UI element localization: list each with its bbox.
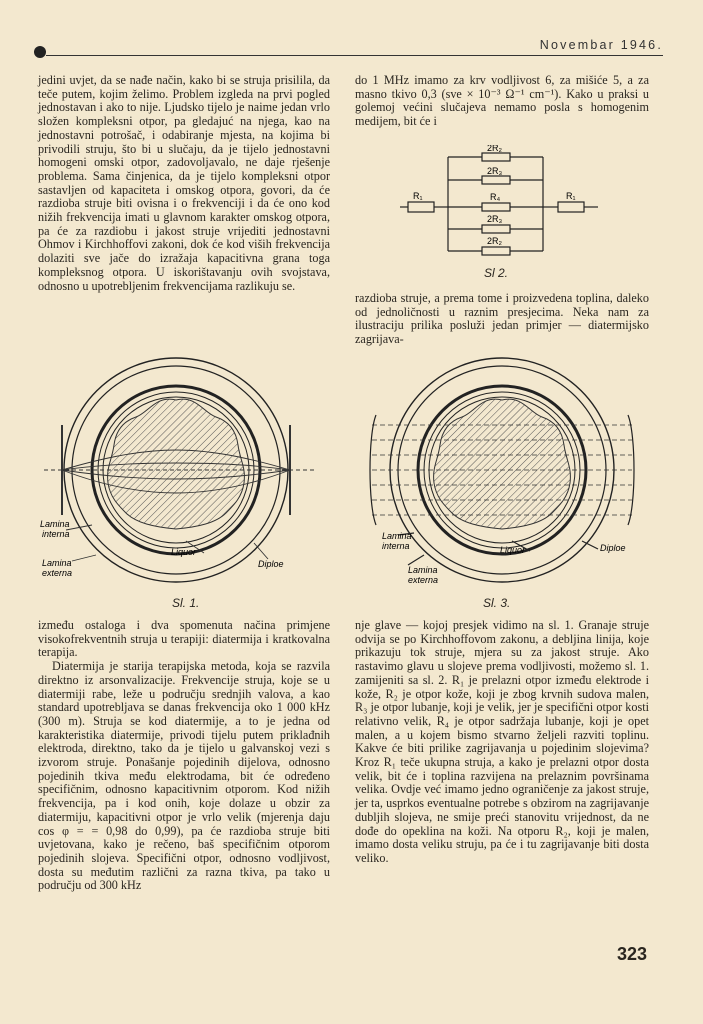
fig3-diploe-label: Diploe (600, 543, 626, 553)
branch-label-3: R₄ (490, 192, 501, 202)
figure-2-circuit (400, 145, 615, 257)
bullet-mark (34, 46, 46, 58)
fig1-diploe-label: Diploe (258, 559, 284, 569)
paragraph: do 1 MHz imamo za krv vodljivost 6, za mišiće 5, a za masno tkivo 0,3 (sve × 10⁻³ Ω⁻¹ cm⁻¹). Kako u praksi u golemoj većini slučajeva nemamo posla s homogenim medijem, bit će i (355, 73, 649, 129)
branch-label-2: 2R₃ (487, 166, 503, 176)
paragraph: jedini uvjet, da se nađe način, kako bi se struja prisilila, da teče putem, kojim želimo. Problem izgleda na prvi pogled jednostavan i ako to nije. Ljudsko tijelo je naime jedan vrlo složen kompleksni otpor, pa gledajuć na njega, kao na jednostavni potrošač, i odabiranje mjesta, na kojima bi privodili struju, što bi u slučaju, da je tijelo jednostavni homogeni omski otpor, zadovoljavalo, ne daje rješenje problema. Sama činjenica, da je tijelo kompleksni otpor sastavljen od kapaciteta i omskog otpora, govori, da će razdioba struje biti ovisna i o frekvenciji i da će ono kod nižih frekvencija imati u glavnom karakter omskog otpora, pa će za razdiobu i jakost struje vrijediti jednostavni Ohmov i Kirchhoffovi zakoni, dok će kod viših frekvencija dolaziti sve jače do izražaja kapacitivna grana toga kompleksnog otpora. U iskorištavanju ovih svojstava, odnosno u upotrebljenim frekvencijama razlikuju se. (38, 73, 330, 293)
figure-1-caption: Sl. 1. (172, 596, 200, 610)
r1-left-label: R₁ (413, 191, 423, 201)
fig3-lamina-externa-1: Lamina (408, 565, 438, 575)
paragraph: između ostaloga i dva spomenuta načina primjene visokofrekventnih struja u terapiji: diatermija i kratkovalna terapija. (38, 618, 330, 660)
text-left-top (38, 74, 330, 293)
figure-3-head-section (362, 355, 662, 595)
paragraph: nje glave — kojoj presjek vidimo na sl. 1. Granaje struje odvija se po Kirchhoffovom zakonu, a debljina linija, koje prikazuju tok struje, mjera su za jakost struje. Ako rastavimo glavu u slojeve prema vodljivosti, možemo sl. 1. zamijeniti sa sl. 2. R₁ je prelazni otpor između elektrode i kože, R₂ je otpor kože, koji je zbog krvnih sudova malen, R₃ je otpor lubanje, koji je velik, jer je specifični otpor kosti relativno velik, R₄ je otpor sadržaja lubanje, koji je opet malen, a u kojem bismo stvarno željeli razviti toplinu. Kakve će biti prilike zagrijavanja u pojedinim slojevima? Kroz R₁ teče ukupna struja, a kako je prelazni otpor dosta velik, bit će i toplina razvijena na prelaznim površinama velika. Ovdje već imamo jedno ograničenje za jakost struje, jer ta, usprkos eventualne potrebe s obzirom na zagrijavanje dubljih slojeva, ne smije preći stanovitu vrijednost, da ne dođe do opeklina na koži. Na otporu R₂, koji je malen, imamo dosta veliku struju, pa će i tu zagrijavanje biti dosta veliko. (355, 618, 649, 865)
header-rule (46, 55, 663, 56)
paragraph: razdioba struje, a prema tome i proizvedena toplina, daleko od jednoličnosti u raznim presjecima. Neka nam za ilustraciju prilika posluži jedan primjer — diatermijsko zagrijava- (355, 291, 649, 347)
text-right-bottom (355, 619, 649, 866)
page-number: 323 (617, 944, 648, 964)
text-right-top (355, 74, 649, 129)
fig3-lamina-externa-2: externa (408, 575, 439, 585)
fig3-liquor-label: Liquor (500, 545, 526, 555)
text-left-bottom (38, 619, 330, 893)
branch-label-1: 2R₂ (487, 145, 502, 153)
fig3-lamina-interna-1: Lamina (382, 531, 412, 541)
figure-3-caption: Sl. 3. (483, 596, 511, 610)
branch-label-4: 2R₃ (487, 214, 503, 224)
fig1-liquor-label: Liquor (171, 547, 197, 557)
fig1-lamina-interna-2: interna (42, 529, 70, 539)
figure-2-caption: Sl 2. (484, 266, 509, 280)
r1-right-label: R₁ (566, 191, 576, 201)
figure-1-head-section (36, 355, 336, 595)
fig1-lamina-externa-2: externa (42, 568, 73, 578)
issue-date: Novembar 1946. (539, 38, 663, 52)
fig1-lamina-interna-1: Lamina (40, 519, 70, 529)
fig1-lamina-externa-1: Lamina (42, 558, 72, 568)
paragraph: Diatermija je starija terapijska metoda, koja se razvila direktno iz arsonvalizacije. Frekvencije struja, koje se u diatermiji rabe, leže u području srednjih valova, a kao standard upotrebljava se danas frekvencija oko 1 000 kHz (300 m). Struja se kod diatermije, a to je jedna od karakteristika diatermije, privodi tijelu putem priklađnih elektroda, direktno, tako da je tijelo u galvanskoj vezi s izvorom struje. Ponašanje pojedinih dijelova, odnosno pojedinih tkiva među elektrodama, bit će određeno specifičnim, odnosno kapacitivnim otporom. Kod nižih frekvencija, pa i kod onih, koje dolaze u obzir za diatermiju, kapacitivni otpor je vrlo velik (mjerenja daju cos φ = = 0,98 do 0,99), pa će razdioba struje biti uvjetovana, kako je rečeno, baš specifičnim otporom pojedinih slojeva. Specifični otpor, odnosno vodljivost, dosta su međutim različni za razna tkiva, pa tako u području od 300 kHz (38, 659, 330, 893)
fig3-lamina-interna-2: interna (382, 541, 410, 551)
text-right-mid (355, 292, 649, 347)
branch-label-5: 2R₂ (487, 236, 502, 246)
